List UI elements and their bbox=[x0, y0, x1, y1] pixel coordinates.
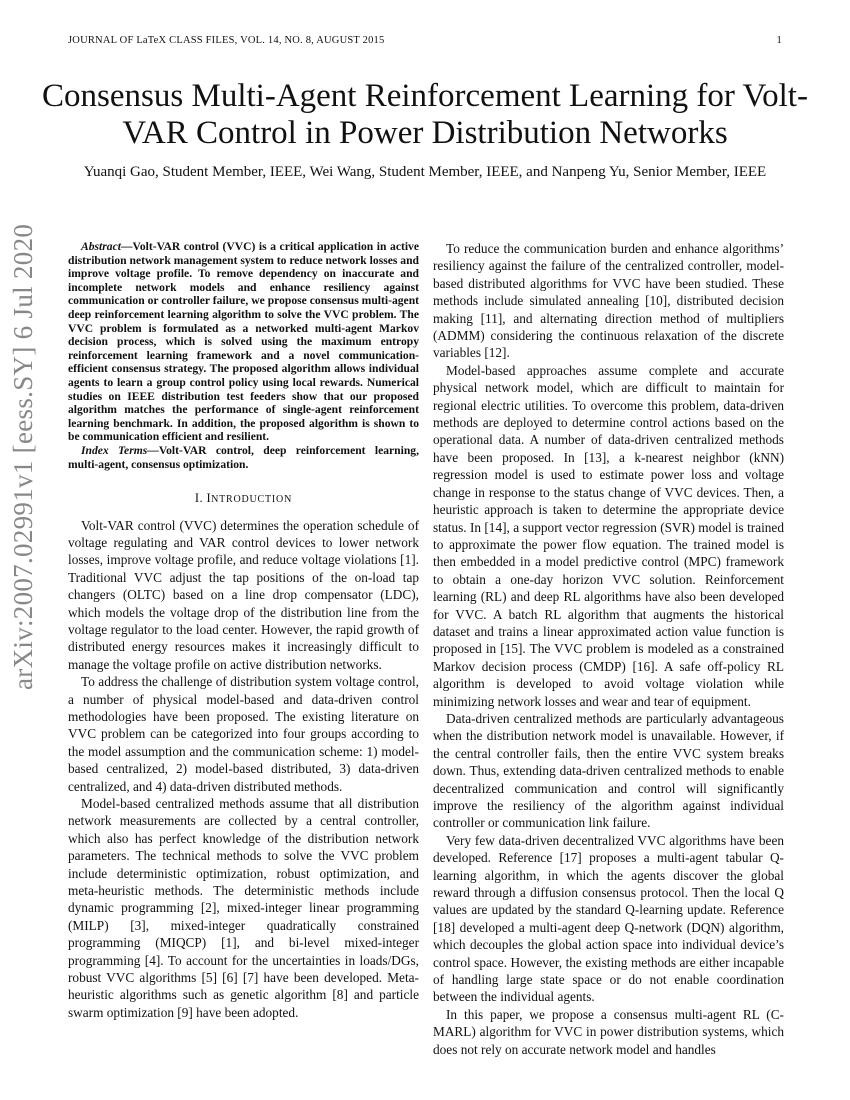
paragraph: Model-based approaches assume complete and accurate physical network model, which are difficult to maintain for regional electric utilities. To overcome this problem, data-driven methods are deployed to determine control actions based on the operational data. A number of data-driven centralized methods have been proposed. In [13], a k-nearest neighbor (kNN) regression model is used to estimate power loss and voltage change in response to the status change of VVC devices. Then, a heuristic approach is taken to determine the appropriate device status. In [14], a support vector regression (SVR) model is trained to approximate the power flow equation. The trained model is then embedded in a model predictive control (MPC) framework to obtain a one-day horizon VVC solution. Reinforcement learning (RL) and deep RL algorithms have also been developed for VVC. A batch RL algorithm that augments the historical dataset and trains a linear approximated action value function is proposed in [15]. The VVC problem is modeled as a constrained Markov decision process (CMDP) [16]. A safe off-policy RL algorithm is developed to avoid voltage violation while minimizing network losses and wear and tear of equipment. bbox=[433, 362, 784, 709]
paragraph: Very few data-driven decentralized VVC algorithms have been developed. Reference [17] proposes a multi-agent tabular Q-learning algorithm, in which the agents discover the global reward through a diffusion consensus protocol. Then the local Q values are updated by the standard Q-learning update. Reference [18] developed a multi-agent deep Q-network (DQN) algorithm, which decouples the global action space into individual device’s control space. However, the existing methods are either incapable of handling large state space or do not enable coordination between the individual agents. bbox=[433, 832, 784, 1005]
section-title-rest: NTRODUCTION bbox=[211, 494, 293, 506]
abstract-text: Volt-VAR control (VVC) is a critical application in active distribution network management system to reduce network losses and improve voltage profile. To remove dependency on inaccurate and incomplete network models and enhance resiliency against communication or controller failure, we propose consensus multi-agent deep reinforcement learning algorithm to solve the VVC problem. The VVC problem is formulated as a networked multi-agent Markov decision process, which is solved using the maximum entropy reinforcement learning framework and a novel communication-efficient consensus strategy. The proposed algorithm allows individual agents to learn a group control policy using local rewards. Numerical studies on IEEE distribution test feeders show that our proposed algorithm matches the performance of single-agent reinforcement learning benchmark. In addition, the proposed algorithm is shown to be communication efficient and resilient. bbox=[68, 240, 419, 444]
section-heading-introduction bbox=[68, 490, 419, 508]
paragraph: Volt-VAR control (VVC) determines the operation schedule of voltage regulating and VAR control devices to lower network losses, improve voltage profile, and reduce voltage violations [1]. Traditional VVC adjust the tap positions of the on-load tap changers (OLTC) based on a line drop compensator (LDC), which models the voltage drop of the distribution line from the voltage regulator to the load center. However, the rapid growth of distributed energy resources makes it increasingly difficult to manage the voltage profile on active distribution networks. bbox=[68, 517, 419, 672]
paragraph: In this paper, we propose a consensus multi-agent RL (C-MARL) algorithm for VVC in power distribution systems, which does not rely on accurate network model and handles bbox=[433, 1006, 784, 1057]
paragraph: Data-driven centralized methods are particularly advantageous when the distribution network model is unavailable. However, if the central controller fails, then the entire VVC system breaks down. Thus, extending data-driven centralized methods to enable decentralized communication and control will significantly improve the resiliency of the algorithm against individual controller or communication link failure. bbox=[433, 710, 784, 831]
section-initial: I bbox=[206, 491, 212, 506]
index-terms-text: Volt-VAR control, deep reinforcement learning, multi-agent, consensus optimization. bbox=[68, 443, 419, 471]
paragraph: To address the challenge of distribution system voltage control, a number of physical model-based and data-driven control methodologies have been proposed. The existing literature on VVC problem can be categorized into four groups according to the model assumption and the communication scheme: 1) model-based centralized, 2) model-based distributed, 3) data-driven centralized, and 4) data-driven distributed methods. bbox=[68, 674, 419, 794]
right-column bbox=[433, 240, 784, 1058]
index-terms-label: Index Terms— bbox=[81, 443, 159, 457]
paragraph: To reduce the communication burden and enhance algorithms’ resiliency against the failure of the centralized controller, model-based distributed algorithms for VVC have been studied. These methods include simulated annealing [10], distributed decision making [11], and alternating direction method of multipliers (ADMM) considering the continuous relaxation of the discrete variables [12]. bbox=[433, 241, 784, 361]
abstract-label: Abstract— bbox=[81, 240, 133, 253]
abstract bbox=[68, 240, 419, 444]
arxiv-stamp: arXiv:2007.02991v1 [eess.SY] 6 Jul 2020 bbox=[8, 223, 38, 690]
journal-info: JOURNAL OF LaTeX CLASS FILES, VOL. 14, NO. 8, AUGUST 2015 bbox=[68, 35, 385, 46]
paragraph: Model-based centralized methods assume that all distribution network measurements are collected by a central controller, which also has perfect knowledge of the distribution network parameters. The technical methods to solve the VVC problem include deterministic optimization, robust optimization, and meta-heuristic methods. The deterministic methods include dynamic programming [2], mixed-integer linear programming (MILP) [3], mixed-integer quadratically constrained programming (MIQCP) [1], and bi-level mixed-integer programming [4]. To account for the uncertainties in loads/DGs, robust VVC algorithms [5] [6] [7] have been developed. Meta-heuristic algorithms such as genetic algorithm [8] and particle swarm optimization [9] have been adopted. bbox=[68, 796, 419, 1020]
section-number: I. bbox=[194, 491, 203, 506]
left-column bbox=[68, 240, 419, 1021]
author-list: Yuanqi Gao, Student Member, IEEE, Wei Wang, Student Member, IEEE, and Nanpeng Yu, Senior Member, IEEE bbox=[83, 164, 767, 180]
index-terms bbox=[68, 444, 419, 471]
paper-title: Consensus Multi-Agent Reinforcement Learning for Volt-VAR Control in Power Distribution Networks bbox=[42, 78, 808, 151]
page-number: 1 bbox=[776, 35, 782, 46]
